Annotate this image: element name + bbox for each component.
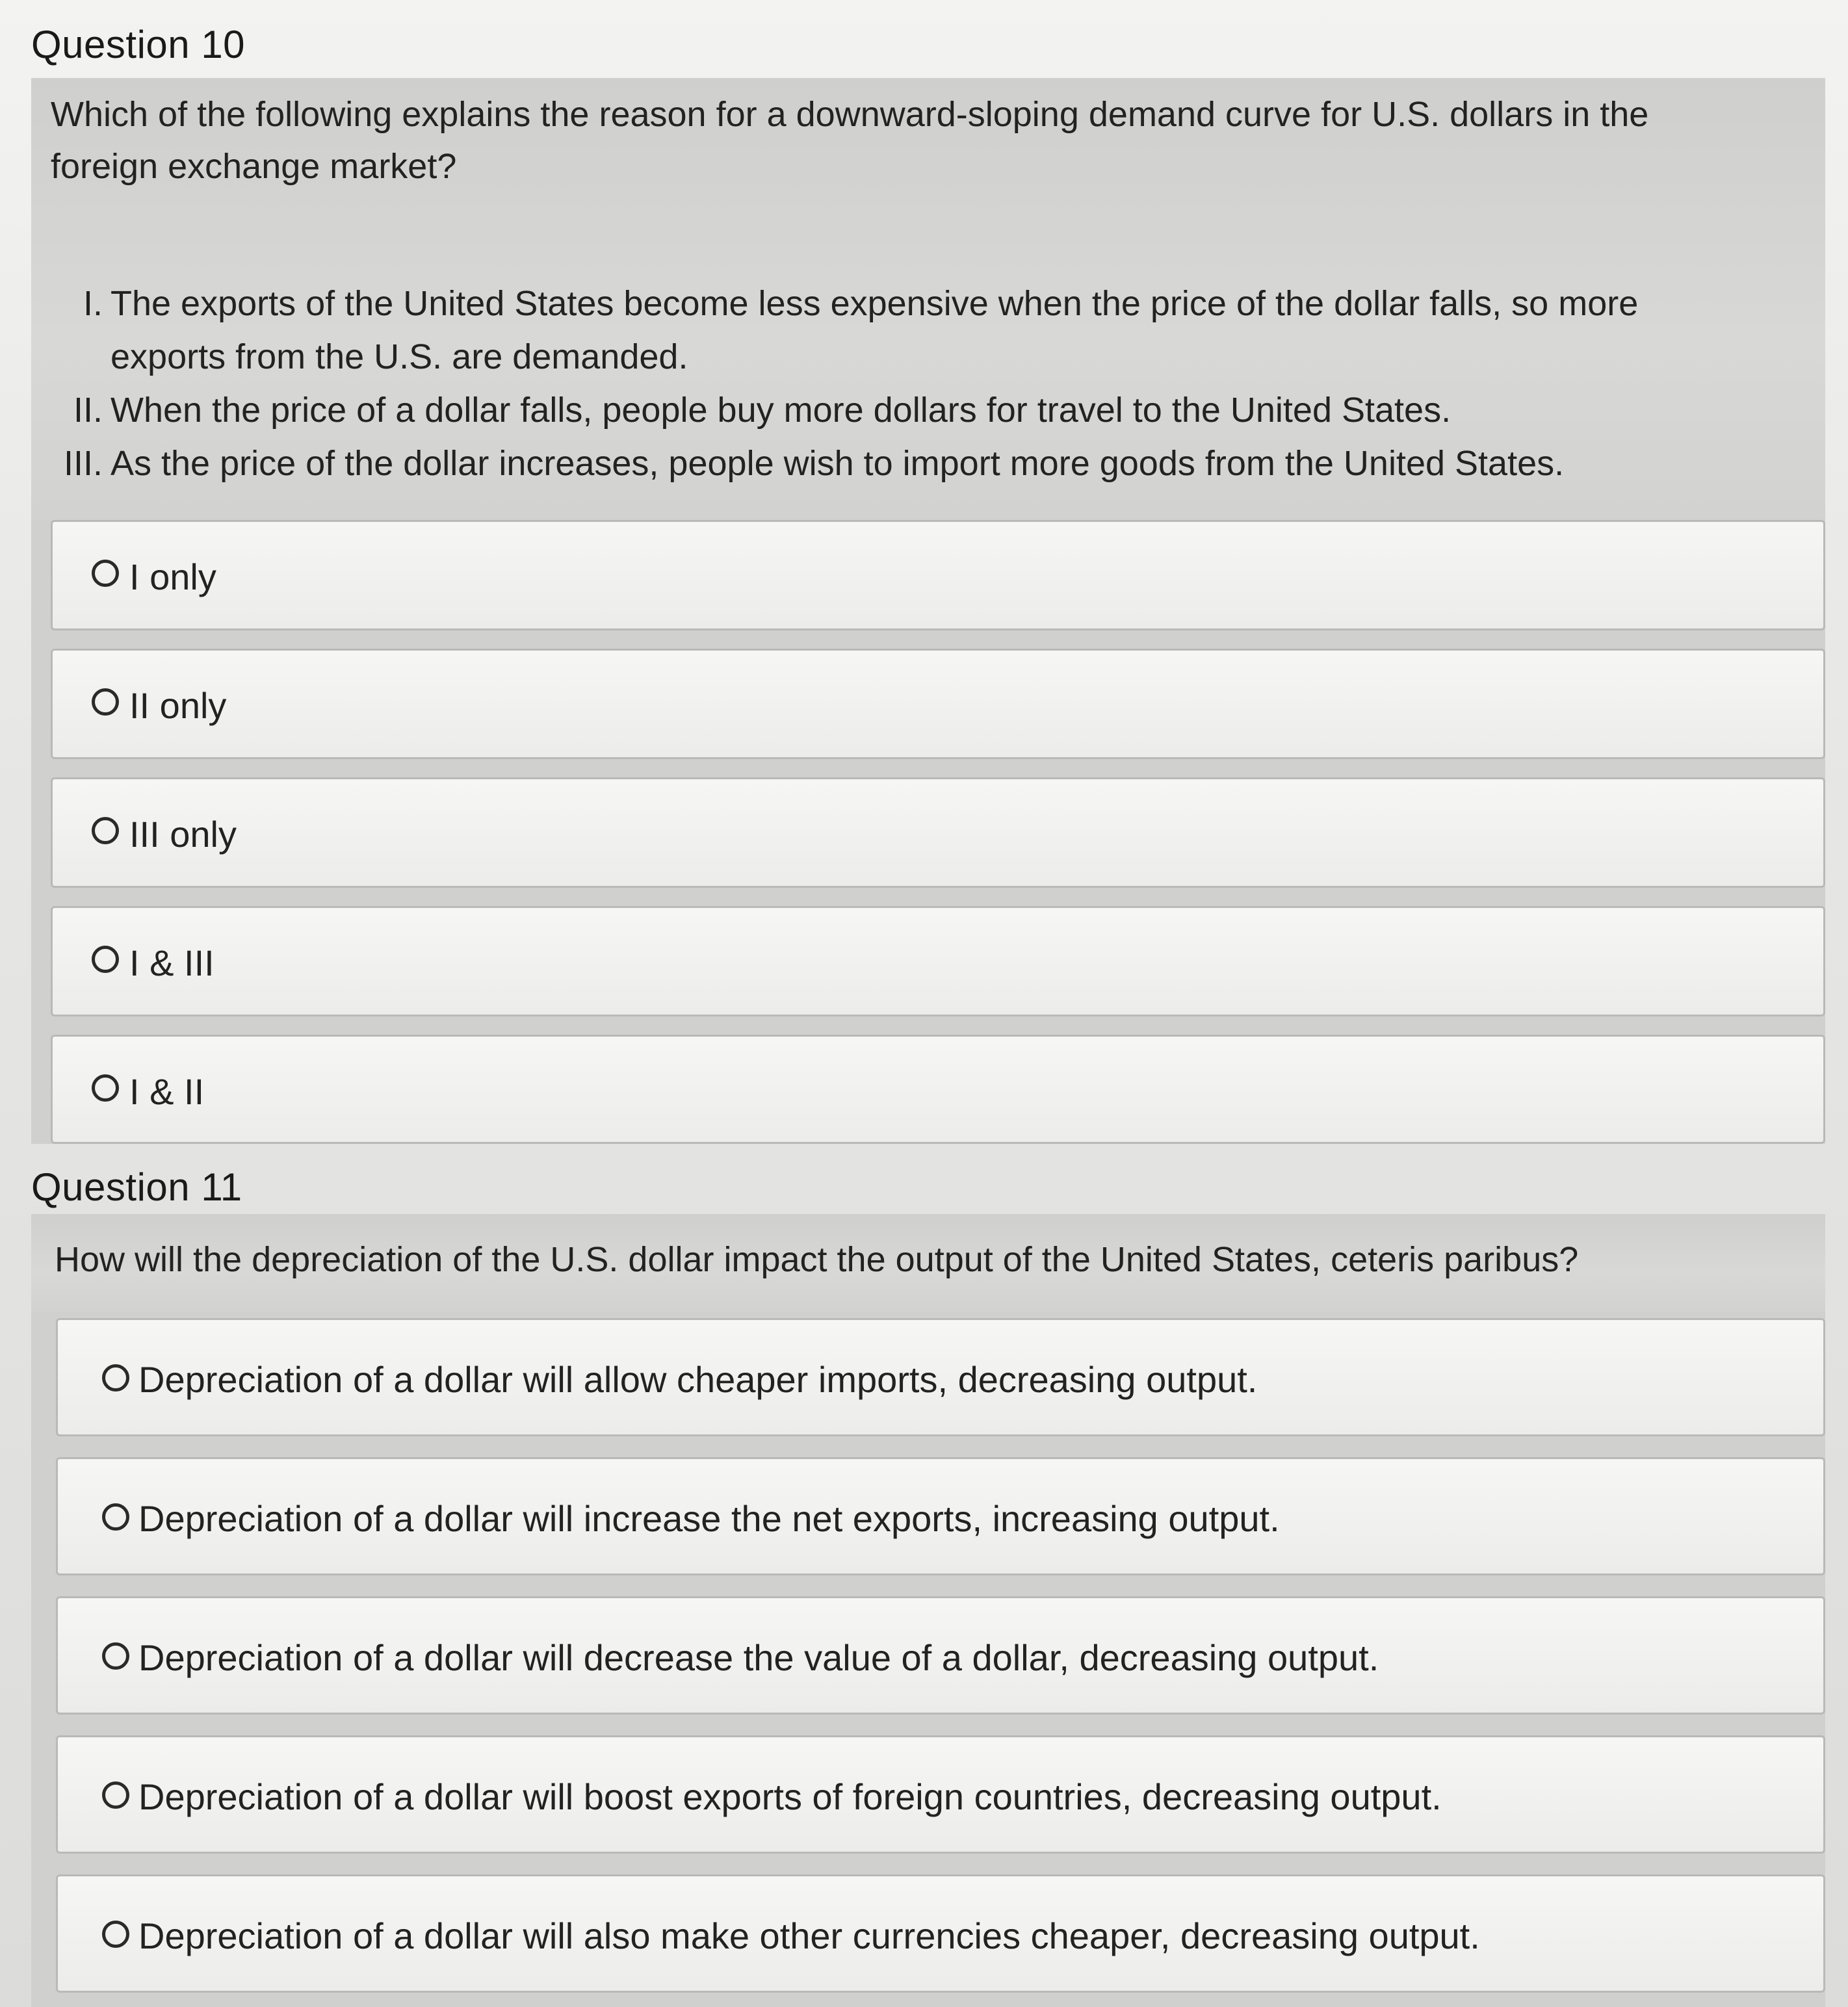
q10-option-iii-only[interactable] bbox=[51, 777, 1825, 888]
q10-option-label: I & II bbox=[129, 1071, 205, 1112]
question-10-prompt-box bbox=[31, 78, 1825, 520]
statement-i bbox=[47, 277, 1638, 330]
question-10-heading: Question 10 bbox=[31, 23, 246, 66]
radio-unselected-icon[interactable] bbox=[102, 1364, 129, 1392]
q11-option-boost-foreign-exports[interactable] bbox=[56, 1735, 1825, 1854]
q11-option-decrease-value[interactable] bbox=[56, 1596, 1825, 1715]
radio-unselected-icon[interactable] bbox=[102, 1921, 129, 1948]
statement-iii bbox=[47, 437, 1564, 490]
radio-unselected-icon[interactable] bbox=[102, 1642, 129, 1670]
question-10-prompt-line-2: foreign exchange market? bbox=[51, 147, 457, 186]
radio-unselected-icon[interactable] bbox=[92, 560, 119, 587]
q10-option-i-only[interactable] bbox=[51, 520, 1825, 630]
q11-option-other-currencies-cheaper[interactable] bbox=[56, 1874, 1825, 1993]
statement-ii-text: When the price of a dollar falls, people buy more dollars for travel to the United States. bbox=[111, 391, 1451, 430]
radio-unselected-icon[interactable] bbox=[102, 1503, 129, 1531]
q10-option-label: III only bbox=[129, 814, 237, 855]
statement-iii-text: As the price of the dollar increases, people wish to import more goods from the United States. bbox=[111, 444, 1565, 483]
q10-option-label: I only bbox=[129, 556, 216, 597]
radio-unselected-icon[interactable] bbox=[92, 1074, 119, 1102]
statement-ii bbox=[47, 383, 1451, 437]
radio-unselected-icon[interactable] bbox=[92, 946, 119, 973]
q10-option-i-and-ii[interactable] bbox=[51, 1035, 1825, 1144]
q10-option-ii-only[interactable] bbox=[51, 649, 1825, 759]
q11-option-label: Depreciation of a dollar will decrease the value of a dollar, decreasing output. bbox=[138, 1637, 1379, 1678]
question-10-options bbox=[31, 520, 1825, 1144]
q11-option-label: Depreciation of a dollar will boost exports of foreign countries, decreasing output. bbox=[138, 1776, 1442, 1817]
question-11-prompt: How will the depreciation of the U.S. dollar impact the output of the United States, ceteris paribus? bbox=[55, 1240, 1579, 1279]
radio-unselected-icon[interactable] bbox=[92, 817, 119, 844]
radio-unselected-icon[interactable] bbox=[102, 1781, 129, 1809]
question-10-prompt-line-1: Which of the following explains the reason for a downward-sloping demand curve for U.S. dollars in the bbox=[51, 95, 1649, 134]
statement-iii-number: III. bbox=[63, 444, 103, 483]
question-11-options bbox=[31, 1312, 1825, 2007]
radio-unselected-icon[interactable] bbox=[92, 688, 119, 716]
statement-i-number: I. bbox=[83, 284, 103, 323]
q10-option-label: I & III bbox=[129, 942, 215, 983]
q11-option-label: Depreciation of a dollar will also make other currencies cheaper, decreasing output. bbox=[138, 1915, 1480, 1956]
statement-ii-number: II. bbox=[73, 391, 103, 430]
question-11-heading: Question 11 bbox=[31, 1165, 242, 1209]
q11-option-label: Depreciation of a dollar will allow cheaper imports, decreasing output. bbox=[138, 1359, 1258, 1400]
q11-option-label: Depreciation of a dollar will increase the net exports, increasing output. bbox=[138, 1498, 1280, 1539]
q10-option-label: II only bbox=[129, 685, 227, 726]
statement-i-text: The exports of the United States become less expensive when the price of the dollar falls, so more bbox=[111, 284, 1639, 323]
question-11-prompt-box bbox=[31, 1214, 1825, 1312]
q10-option-i-and-iii[interactable] bbox=[51, 906, 1825, 1016]
q11-option-increase-net-exports[interactable] bbox=[56, 1457, 1825, 1575]
q11-option-cheaper-imports[interactable] bbox=[56, 1318, 1825, 1436]
statement-i-continued: exports from the U.S. are demanded. bbox=[111, 337, 688, 376]
